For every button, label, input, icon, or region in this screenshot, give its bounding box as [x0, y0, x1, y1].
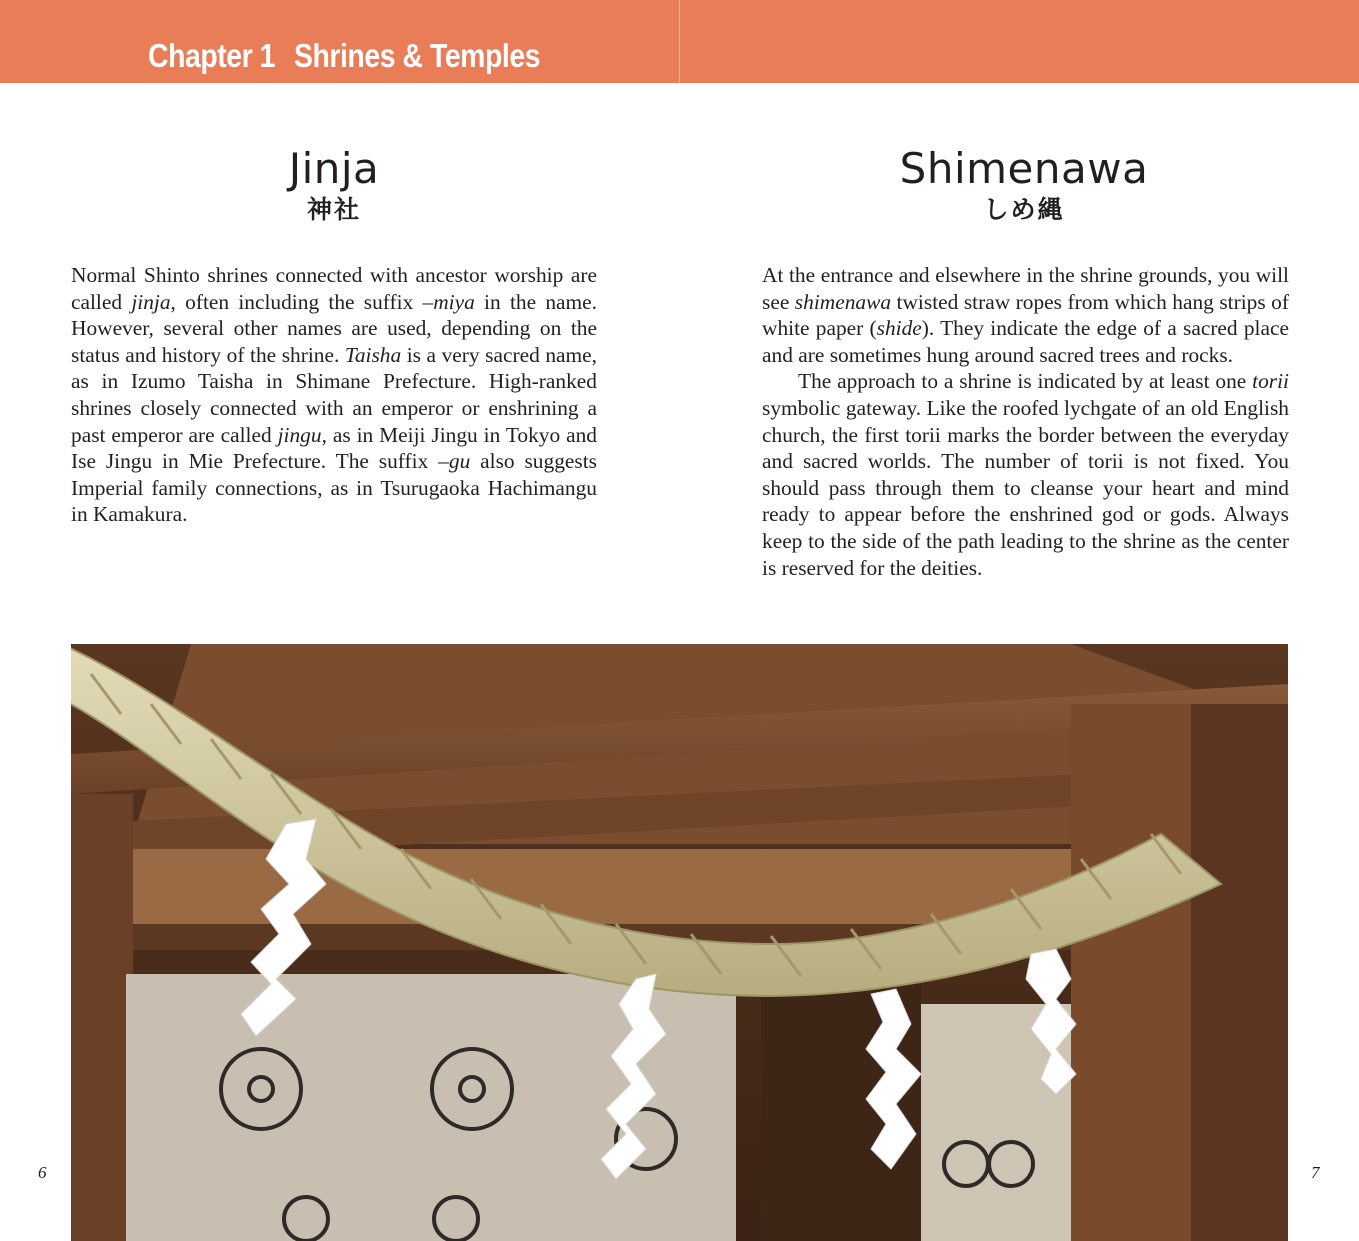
- pillar-left: [71, 794, 133, 1241]
- italic-term: –gu: [438, 449, 471, 474]
- text-run: also suggests Imperial family connections, as in Tsurugaoka Hachimangu in Kamakura.: [71, 449, 597, 527]
- italic-term: jinja: [131, 289, 171, 314]
- chapter-title: [148, 30, 540, 82]
- shimenawa-title-japanese: しめ縄: [983, 195, 1065, 224]
- italic-term: –miya: [422, 289, 475, 314]
- paragraph: [762, 262, 1289, 368]
- text-run: symbolic gateway. Like the roofed lychgate of an old English church, the first torii marks the border between the everyday and sacred worlds. The number of torii is not fixed. You should pass through them to cleanse your heart and mind ready to appear before the enshrined god or gods. Always keep to the side of the path leading to the shrine as the center is reserved for the deities.: [762, 395, 1289, 580]
- page-number-right: 7: [1311, 1163, 1320, 1182]
- text-run: The approach to a shrine is indicated by at least one: [798, 369, 1253, 394]
- page-gutter-divider: [679, 0, 680, 83]
- jinja-title-japanese: 神社: [306, 195, 361, 224]
- text-run: Normal Shinto shrines connected with ancestor worship are called: [71, 263, 597, 314]
- italic-term: shimenawa: [794, 289, 892, 314]
- text-run: At the entrance and elsewhere in the shrine grounds, you will see: [762, 263, 1289, 314]
- text-run: is a very sacred name, as in Izumo Taisha in Shimane Prefecture. High-ranked shrines closely connected with an emperor or enshrining a past emperor are called: [71, 342, 597, 447]
- pillar-right-edge: [1191, 704, 1288, 1241]
- shimenawa-photo: [71, 644, 1288, 1241]
- paragraph: [71, 262, 597, 528]
- jinja-body-text: [71, 262, 597, 528]
- chapter-label: Chapter 1: [148, 37, 276, 74]
- italic-term: torii: [1252, 369, 1289, 394]
- text-run: in the name. However, several other names are used, depending on the status and history of the shrine.: [71, 289, 597, 367]
- shimenawa-title: Shimenawa: [899, 144, 1149, 193]
- text-run: , often including the suffix: [170, 289, 423, 314]
- italic-term: jingu: [277, 422, 322, 447]
- jinja-title: Jinja: [288, 144, 380, 193]
- chapter-name: Shrines & Temples: [293, 37, 541, 74]
- shimenawa-heading: [874, 144, 1174, 224]
- jinja-heading: [184, 144, 484, 224]
- pillar-right: [1071, 704, 1191, 1241]
- text-run: , as in Meiji Jingu in Tokyo and Ise Jingu in Mie Prefecture. The suffix: [71, 422, 597, 474]
- text-run: twisted straw ropes from which hang strips of white paper (: [762, 289, 1289, 341]
- italic-term: shide: [876, 316, 922, 341]
- shimenawa-body-text: [762, 262, 1289, 581]
- paragraph: [762, 368, 1289, 581]
- italic-term: Taisha: [344, 342, 402, 367]
- page-number-left: 6: [38, 1163, 47, 1182]
- text-run: ). They indicate the edge of a sacred place and are sometimes hung around sacred trees and rocks.: [762, 316, 1289, 367]
